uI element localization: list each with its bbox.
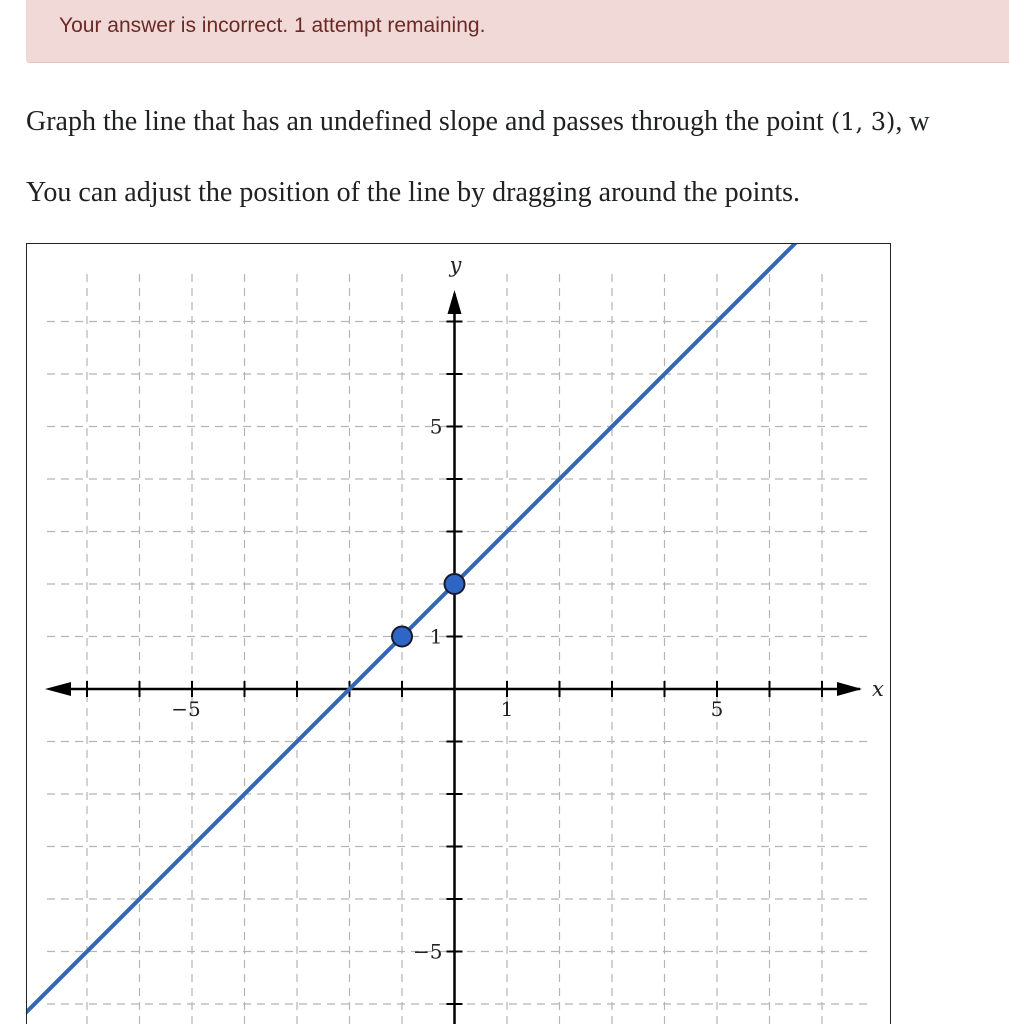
axes: [45, 290, 862, 1024]
tick-labels: [171, 253, 884, 964]
x-tick-label: 1: [500, 697, 514, 721]
graph-canvas[interactable]: [26, 243, 891, 1024]
y-axis-arrow-up: [448, 290, 462, 314]
grid-lines: [47, 274, 872, 1024]
question-point: (1, 3): [830, 108, 896, 136]
feedback-message: Your answer is incorrect. 1 attempt remaining.: [59, 14, 486, 37]
line-point-handle-1[interactable]: [392, 627, 412, 647]
line-point-handle-2[interactable]: [445, 574, 465, 594]
question-text-before: Graph the line that has an undefined slope and passes through the point: [26, 106, 831, 137]
graphed-line: [27, 244, 891, 1024]
x-tick-label: 5: [710, 697, 724, 721]
question-text: [26, 106, 930, 138]
graphed-line-group: [27, 244, 891, 1024]
y-tick-label: 1: [429, 624, 443, 649]
y-tick-label: 5: [429, 414, 443, 439]
x-axis-label: x: [872, 677, 884, 701]
x-tick-label: −5: [171, 697, 201, 721]
feedback-alert: [26, 0, 1009, 63]
instruction-text: You can adjust the position of the line by dragging around the points.: [26, 177, 801, 208]
question-text-after: , w: [895, 106, 930, 137]
x-axis-arrow-right: [837, 682, 862, 696]
y-tick-label: −5: [413, 939, 443, 964]
x-axis-arrow-left: [45, 682, 71, 696]
coordinate-plane[interactable]: [27, 244, 891, 1024]
y-axis-label: y: [449, 253, 462, 277]
